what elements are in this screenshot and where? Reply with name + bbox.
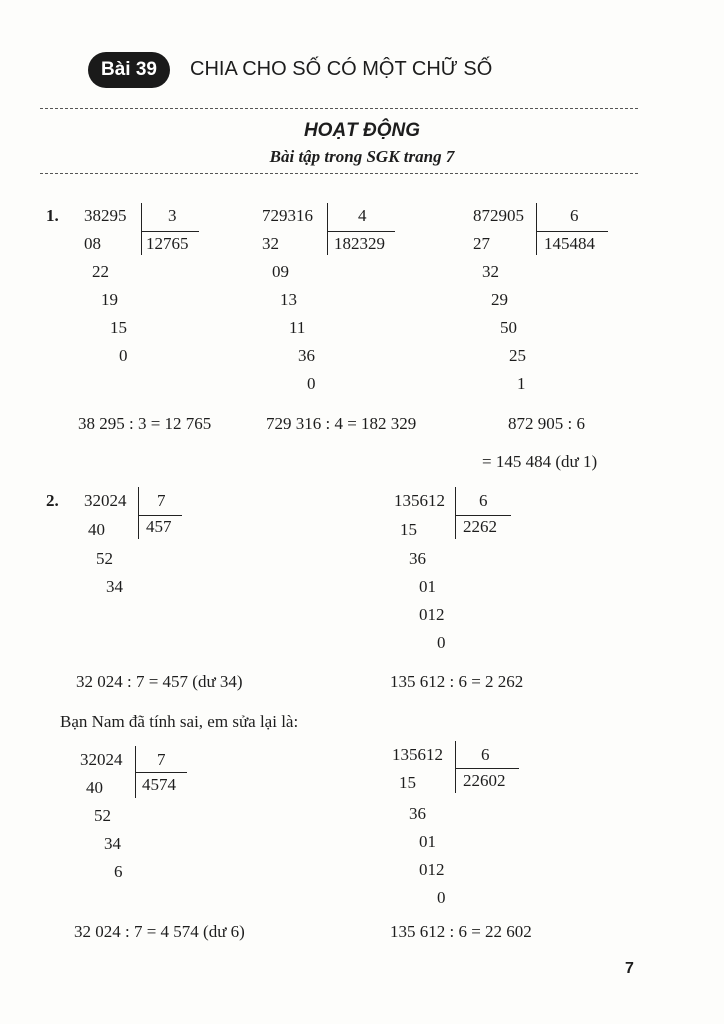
step: 0 bbox=[437, 633, 446, 652]
division-bar bbox=[141, 203, 142, 255]
quotient: 182329 bbox=[334, 234, 385, 253]
divisor: 6 bbox=[479, 491, 488, 510]
result: 32 024 : 7 = 4 574 (dư 6) bbox=[74, 922, 245, 941]
step: 32 bbox=[482, 262, 499, 281]
division-bar bbox=[455, 741, 456, 793]
correction-note: Bạn Nam đã tính sai, em sửa lại là: bbox=[60, 712, 299, 731]
division-bar bbox=[536, 231, 608, 232]
exercise-2-number: 2. bbox=[46, 491, 59, 510]
division-bar bbox=[327, 231, 395, 232]
step: 6 bbox=[114, 862, 123, 881]
step: 34 bbox=[106, 577, 123, 596]
quotient: 457 bbox=[146, 517, 172, 536]
dividend: 38295 bbox=[84, 206, 127, 225]
quotient: 22602 bbox=[463, 771, 506, 790]
divider-bottom bbox=[40, 173, 638, 174]
step: 012 bbox=[419, 605, 445, 624]
step: 09 bbox=[272, 262, 289, 281]
result: 38 295 : 3 = 12 765 bbox=[78, 414, 212, 433]
step: 08 bbox=[84, 234, 101, 253]
step: 01 bbox=[419, 577, 436, 596]
division-bar bbox=[327, 203, 328, 255]
dividend: 32024 bbox=[80, 750, 123, 769]
step: 29 bbox=[491, 290, 508, 309]
step: 40 bbox=[86, 778, 103, 797]
step: 15 bbox=[399, 773, 416, 792]
step: 15 bbox=[110, 318, 127, 337]
divisor: 4 bbox=[358, 206, 367, 225]
quotient: 4574 bbox=[142, 775, 176, 794]
dividend: 135612 bbox=[394, 491, 445, 510]
result: 729 316 : 4 = 182 329 bbox=[266, 414, 417, 433]
step: 25 bbox=[509, 346, 526, 365]
divisor: 6 bbox=[481, 745, 490, 764]
division-bar bbox=[141, 231, 199, 232]
step: 27 bbox=[473, 234, 490, 253]
dividend: 32024 bbox=[84, 491, 127, 510]
step: 1 bbox=[517, 374, 526, 393]
step: 01 bbox=[419, 832, 436, 851]
step: 40 bbox=[88, 520, 105, 539]
division-bar bbox=[455, 768, 519, 769]
step: 36 bbox=[409, 804, 426, 823]
result: = 145 484 (dư 1) bbox=[482, 452, 598, 471]
step: 36 bbox=[298, 346, 315, 365]
divisor: 7 bbox=[157, 750, 166, 769]
step: 11 bbox=[289, 318, 306, 337]
result: 135 612 : 6 = 22 602 bbox=[390, 922, 532, 941]
division-bar bbox=[138, 487, 139, 539]
section-subtitle: Bài tập trong SGK trang 7 bbox=[269, 147, 455, 166]
divisor: 6 bbox=[570, 206, 579, 225]
result: 872 905 : 6 bbox=[508, 414, 585, 433]
step: 32 bbox=[262, 234, 279, 253]
step: 36 bbox=[409, 549, 426, 568]
division-bar bbox=[536, 203, 537, 255]
step: 15 bbox=[400, 520, 417, 539]
page-number: 7 bbox=[625, 960, 634, 977]
step: 0 bbox=[119, 346, 128, 365]
dividend: 729316 bbox=[262, 206, 313, 225]
step: 19 bbox=[101, 290, 118, 309]
step: 52 bbox=[96, 549, 113, 568]
division-bar bbox=[455, 515, 511, 516]
step: 012 bbox=[419, 860, 445, 879]
dividend: 135612 bbox=[392, 745, 443, 764]
divider-top bbox=[40, 108, 638, 109]
step: 0 bbox=[307, 374, 316, 393]
quotient: 12765 bbox=[146, 234, 189, 253]
divisor: 7 bbox=[157, 491, 166, 510]
division-bar bbox=[135, 772, 187, 773]
quotient: 145484 bbox=[544, 234, 595, 253]
step: 13 bbox=[280, 290, 297, 309]
section-title: HOẠT ĐỘNG bbox=[303, 120, 421, 141]
division-bar bbox=[455, 487, 456, 539]
result: 32 024 : 7 = 457 (dư 34) bbox=[76, 672, 243, 691]
step: 0 bbox=[437, 888, 446, 907]
division-bar bbox=[138, 515, 182, 516]
divisor: 3 bbox=[168, 206, 177, 225]
result: 135 612 : 6 = 2 262 bbox=[390, 672, 524, 691]
exercise-1-number: 1. bbox=[46, 206, 59, 225]
dividend: 872905 bbox=[473, 206, 524, 225]
step: 50 bbox=[500, 318, 517, 337]
quotient: 2262 bbox=[463, 517, 497, 536]
step: 34 bbox=[104, 834, 121, 853]
step: 22 bbox=[92, 262, 109, 281]
lesson-badge: Bài 39 bbox=[88, 52, 170, 88]
lesson-title: CHIA CHO SỐ CÓ MỘT CHỮ SỐ bbox=[190, 58, 493, 80]
step: 52 bbox=[94, 806, 111, 825]
